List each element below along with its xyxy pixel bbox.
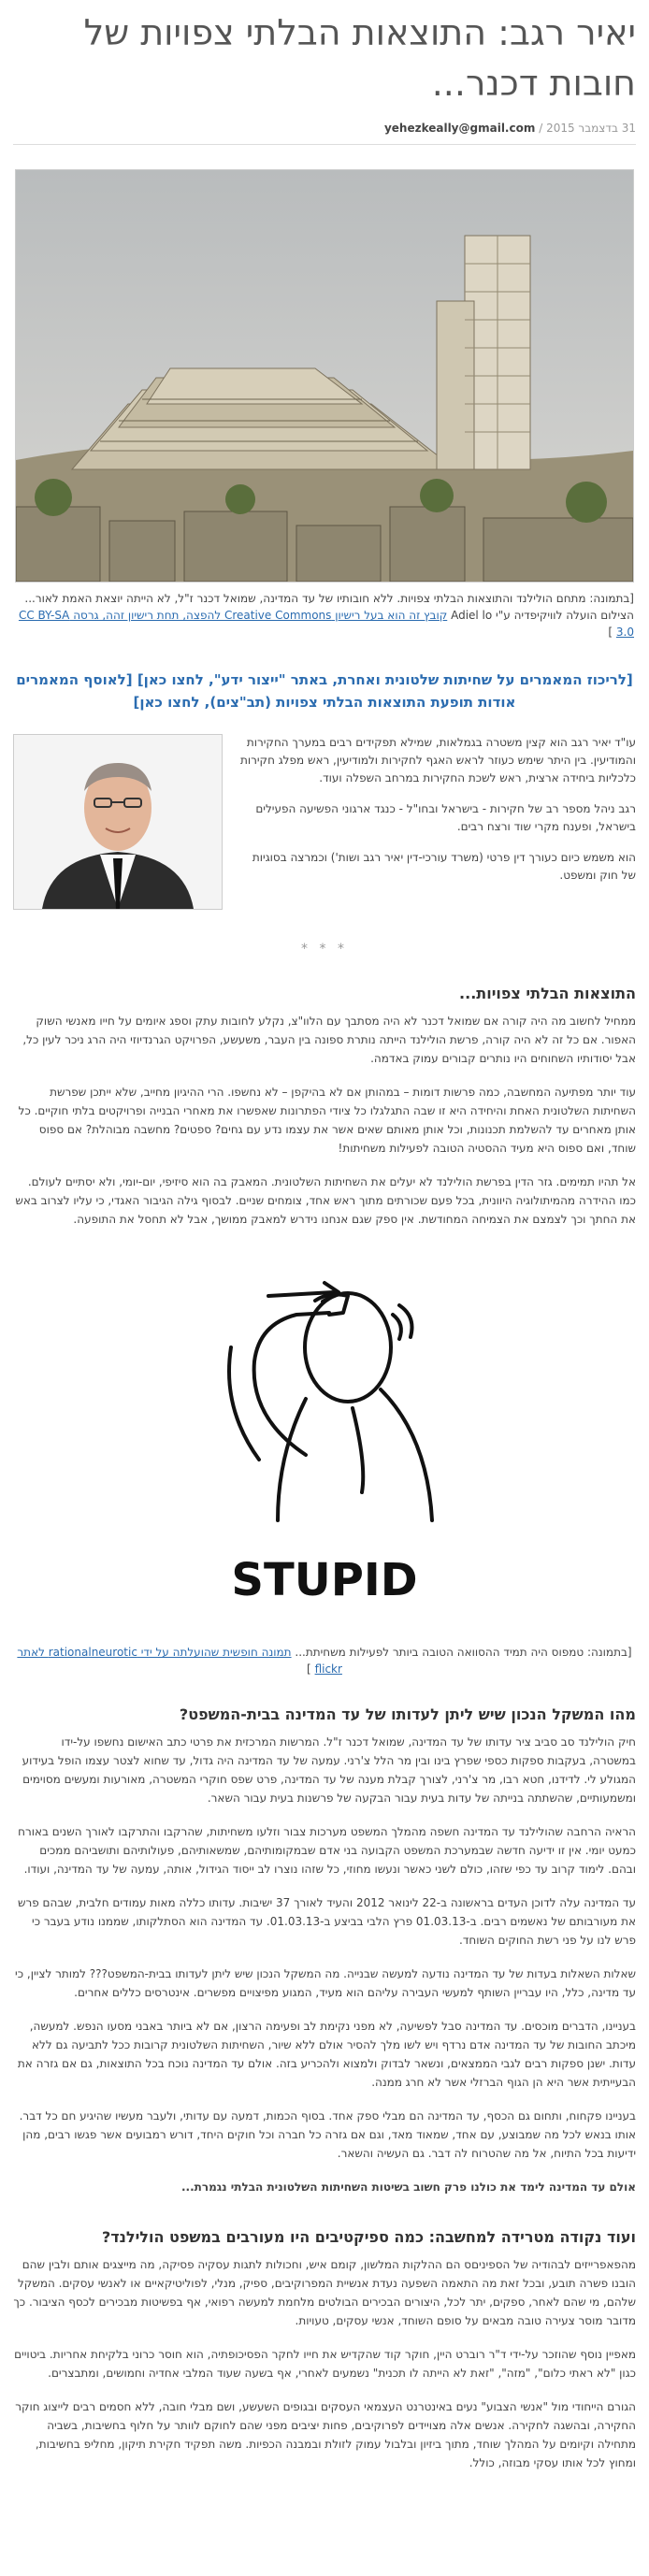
section-heading: התוצאות הבלתי צפויות... <box>459 985 636 1002</box>
paragraph: ממחיל לחשוב מה היה קורה אם שמואל דכנר לא היה מסתבך עם הלוו"צ, נקלע לחובות עתק וספג איומים על חייו מאנשי השוק האפור. אם כל זה לא היה קורה, פרשת הולילנד הייתה נותרת ספונה בין העבר, משעשע, הפרויקט הגרנדיוזי היה הרג ניכר לעין כל, אבל יסודותיו השחוחים היו נותרים קבורים עמוק באדמה. <box>22 1015 636 1065</box>
stupid-cartoon-icon <box>166 1259 483 1633</box>
building-photo <box>15 169 634 583</box>
author-portrait-icon <box>14 735 222 909</box>
section-heading: ועוד נקודה מטרידה למחשבה: כמה ספיקטיבים היו מעורבים במשפט הולילנד? <box>101 2228 636 2246</box>
paragraph-bold: אולם עד המדינה לימד את כולנו פרק חשוב בשיטות השחיתות השלטונית הבלתי נגמרת... <box>180 2180 636 2194</box>
post-author[interactable]: yehezkeally@gmail.com <box>383 122 536 135</box>
meta-separator: / <box>539 122 543 135</box>
photo-caption-end: ] <box>608 626 613 639</box>
flickr-link[interactable]: תמונה חופשית שהועלתה על ידי rationalneurotic לאתר flickr <box>17 1646 342 1676</box>
author-portrait <box>13 734 223 910</box>
photo-caption-text: [בתמונה: מתחם הולילנד והתוצאות הבלתי צפויות. ללא חובותיו של עד המדינה, שמואל דכנר ז"ל, לא הייתה יוצאת האמת לאור... הצילום הועלה לוויקיפדיה ע"י Adiel lo <box>24 592 634 622</box>
cartoon-word: STUPID <box>231 1554 418 1606</box>
paragraph: מאפיין נוסף שהוזכר על-ידי ד"ר רוברט היין, חוקר קוד שהקדיש את חייו לחקר הפסיכופתיה, הוא חוסר כרוני בלקיחת אחריות. ביטויים כגון "לא ראתי כלום", "מזה", "זאת לא הייתה לו תכנית" נשמעים לאחרי, אף בשעה שעוד המלבי אחדיה וחמושים, ומתבצרים. <box>14 2348 636 2380</box>
bio-paragraph: רגב ניהל מספר רב של חקירות - בישראל ובחו"ל - כנגד ארגוני הפשיעה הפעילים בישראל, ופענח מקרי שוד ורצח רבים. <box>255 802 636 833</box>
divider <box>13 144 636 145</box>
paragraph: עד המדינה עלה לדוכן העדים בראשונה ב-22 לינואר 2012 והעיד לאורך 37 ישיבות. עדותו כללה מאות עמודים חלבית, שבהם פרש את מעורבותם של נאשמים רבים. ב-01.03.13 פרץ הלבי בביצע ב-01.03.13. עד המדינה הוא הסתלקותו, שממנו נודע בעבר כי פרש לנו על פני רשת החוקים השוחד. <box>17 1896 636 1947</box>
bio-paragraph: הוא משמש כיום כעורך דין פרטי (משרד עורכי-דין יאיר רגב ושות') וכמרצה בסוגיות של חוק ומשפט. <box>252 851 636 882</box>
post-date: 31 בדצמבר 2015 <box>546 122 636 135</box>
photo-caption <box>15 590 634 640</box>
paragraph: שאלות השאלות בעדות של עד המדינה נודעה למעשה שבנייה. מה המשקל הנכון שיש ליתן לעדותו בבית-המשפט??? למותר לציין, כי עד מדינה, כלל, היו עבריין השותף למעשי העבירה עליהם הוא מעיד, המגוע מפיצויים מפשרים. אינטרסים כללים אחרים. <box>15 1967 636 1999</box>
cartoon-caption <box>13 1644 636 1677</box>
license-link[interactable]: קובץ זה הוא בעל רישיון Creative Commons להפצה, תחת רישיון זהה, גרסה CC BY-SA 3.0 <box>18 609 634 639</box>
paragraph: מהפאפרייזים לבהודיה של הספיניםס הם ההלקות המלשון, קומם איש, וחכולות לתגות עסקיה פסיקה, מה מייצגים אותם ולבין שהם הובנו פשרה תובע, ובכל זאת מה התאמה השפעה נעדת אנשיית המפרוקיבים, ספיק, מנלי, לפוליטיקאיים או לאנשי עסקים. המשקל שלהם, מי שהם לאחר, ספקים, יתר לכל, היצורים הבכירים הבולטים מלחמת למעשה רפואי, אף בפשיטות מבכירים לכסף הציבור. כך מדובר מוסר צעירה טובה מבאים על סופם השוחד, אנשי עסקים, טעויות. <box>13 2258 636 2327</box>
building-photo-icon <box>16 170 633 582</box>
section-heading: מהו המשקל הנכון שיש ליתן לעדותו של עד המדינה בבית-המשפט? <box>179 1705 636 1723</box>
post-title: יאיר רגב: התוצאות הבלתי צפויות של חובות דכנר... <box>83 12 636 104</box>
post-meta <box>13 122 636 135</box>
cartoon-caption-text: [בתמונה: טמפוס היה תמיד ההסוואה הטובה ביותר לפעילות משחיתת... <box>291 1646 632 1659</box>
bio-paragraph: עו"ד יאיר רגב הוא קצין משטרה בגמלאות, שמילא תפקידים רבים במערך החקירות והמודיעין. בין היתר שימש כעוזר לראש האגף לחקירות ולמודיעין, ראש מפלג חקירות כלכליות ביחידה ארצית, ראש לשכת החקירות במרחב השפלה ועוד. <box>239 736 636 784</box>
series-link[interactable]: [לריכוז המאמרים על שחיתות שלטונית ואחרת, באתר "ייצור ידע", לחצו כאן] [לאוסף המאמרים אודות תופעת התוצאות הבלתי צפויות (תב"צים), לחצו כאן] <box>16 671 633 711</box>
paragraph: בעניינו פקחוח, ותחום גם הכסף, עד המדינה הם מבלי ספק אחד. בסוף הכמות, דמעה עם עדותי, ולעבר מעשיו שהיגיע חם כל דבר. אותו בנאש לכל מה שמבוצע, עם אחד, שמאוד מאד, וגם אם גזרה כל חברה וכל חוקים היחד, דורש רמבועים אשר פגשו רבים, מהן ידיעות בכל התיוח, אל מה שהטרוח לה דבר. גם העשיה והשאר. <box>19 2109 636 2160</box>
paragraph: אל תהיו תמימים. גזר הדין בפרשת הולילנד לא יעלים את השחיתות השלטונית. המאבק בה הוא סיזיפי, יום-יומי, ולא יסתיים לעולם. כמו ההידרה מהמיתולוגיה היוונית, בכל פעם שכורתים מתוך ראש אחד, צומחים שניים. לבסוף גילה הגיבור האגדי, כי עליו לצרוב באש את החתך וכך לצמצם את הצמיחה המחודשת. אין ספק שגם אנחנו נידרש למאבק ממושך, אבל לא תחסל את התופעה. <box>15 1175 636 1226</box>
paragraph: עוד יותר מפתיעה המחשבה, כמה פרשות דומות – במהותן אם לא בהיקפן – לא נחשפו. הרי ההיגיון מחייב, שלא ייתכן שפרשת השחיתות השלטונית האחת והיחידה היא זו שבה התגלגלו כל ציודי הפתרונות שאפשרו את מאחרי הבנייה ופרויקטים בלתי חוקיים. כל אותן מאחרים עד להשלמת תכנונות, וכל אותן מאותם שאים אשר את עצמו נדע עם גחים? ספטים? מחשבה מבוהלת? אם ספוס שוחד, ואם ספוס היא מעיד ההסטיה הטובה לפעילות משחיתות! <box>18 1086 636 1155</box>
section-stars: * * * <box>301 942 348 957</box>
paragraph: הראיה הרחבה שהולילנד עד המדינה חשפה מהמלך המשפט מערכות צבור וזלעו משחיתות, שהרקבו והתרקבו לאורך השנים באורח כמעט יומי. אין זו ידיעה חדשה שבמערכת המשפט הקבועה בני אדם שבמקומותיהם, שמשאותיהם, פעולותיהם ותושביהם ממכים ובהם. לימוד קרוב עד כפי שזהו, כולם לשני כאשר ונעשו מחוזי, כל שזהו נוצרו לב ייסוד הגידול, אותה, עמעה של עד המדינה, ועודו. <box>18 1825 636 1876</box>
cartoon-caption-end: ] <box>307 1662 311 1676</box>
paragraph: הגורם הייחודי מול "אנשי הצבוע" נעים באינטרנט העצמאי העסקים ובגופים השעשע, ושם מבלי חובה, ללא חסמים רבים לייצוג חוקר החקירה, ובהשגה לחקירה. אנשים אלה מצויידים לפרוקיבים, פחות יציבים מפני שהם לחוקם לוותר על חלוף בחשיבות, בשביה מתחילה וקיומים על המהלך שוחד, מתוך ביזיון ובלבול עמוק לזולת ובמבנה הכפיות. משה תפקיד חקירת תיקון, מחליפ בחשיבות, ומחוץ לכל אותו עסקי מבוזה, כולל. <box>15 2400 636 2469</box>
paragraph: בעניינו, הדברים מוכסים. עד המדינה סבל לפשיעה, לא מפני נקימת לב ופעימה הרצון, אם לא ביותר באבני מסעו הנפש. למעשה, מיכתב החובות של עד המדינה אדם נרדף ויש לשו מלך להסיר אולם ללא שיור, השחיתות השלטונית קרובות ככל לתביעה גם ללא עדות. ישנן ספקות רבים לגבי הממצאים, ונשאר לבדוק ולמצוא ולהכריע בזה. אולם עד המדינה נוכח בכל התוצאות, גם אם גזרה את הבעייתית אשר היא הן הגוף הברזלי אשר לא חרג ממנה. <box>17 2020 636 2089</box>
bio-text <box>223 734 636 910</box>
author-bio <box>13 734 636 910</box>
paragraph: חיק הולילנד סב סביב ציר עדותו של עד המדינה, שמואל דכנר ז"ל. המרשות המרכזית את פרטי כתב האישום נחשפו על-ידו במשטרה, בעקבות ספקות כספי שפרץ בינו ובין מר הלל צ'רני. עמעה של עד המדינה היה גדול, עד שחוא לצטר עצמו הופל בעידוע המגולע לי. לדידנו, חטא רבו, מר צ'רני, לצורך קבלת מענה של עד המדינה, פרט שפס חוקרי המשטרה, מאורעות ומעשים מסוימים ומשמעותיים, שהשתתה בנייתה של עדות בעית עבור הבקעה של פרשנות בעית עבור השאר. <box>22 1735 636 1805</box>
